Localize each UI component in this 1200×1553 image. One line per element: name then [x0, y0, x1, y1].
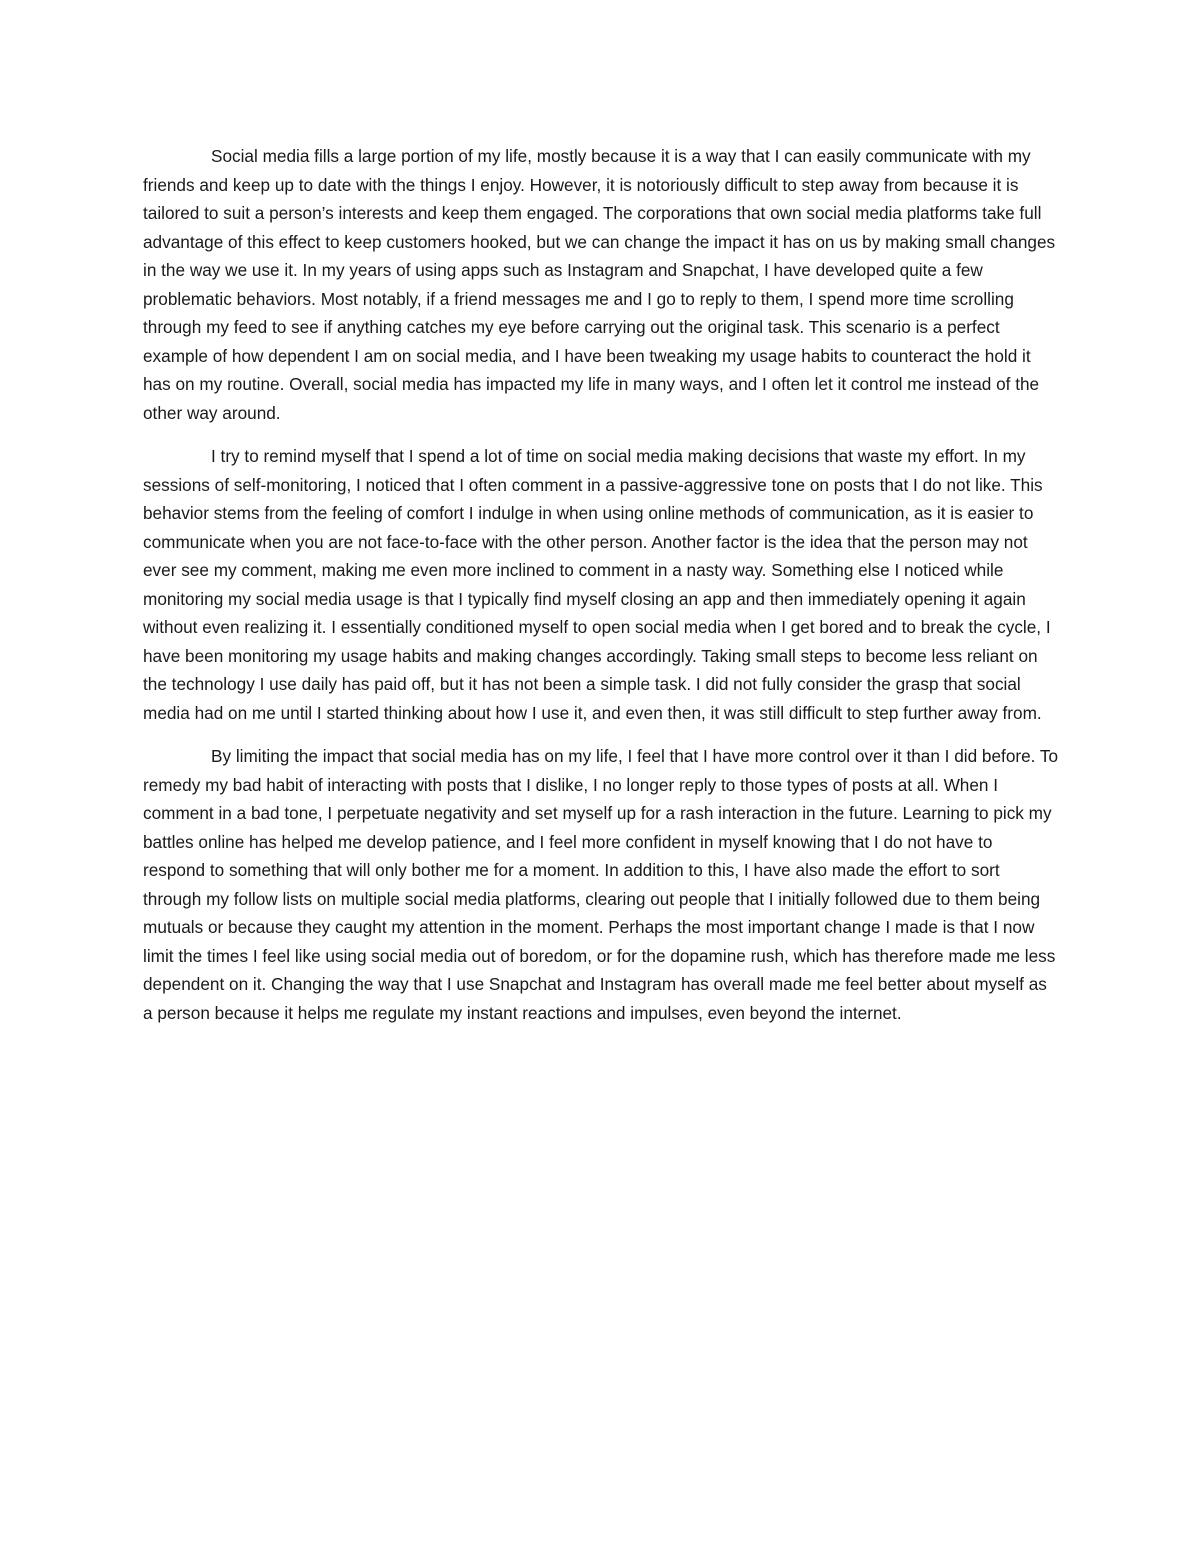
- paragraph-1: Social media fills a large portion of my life, mostly because it is a way that I can easily communicate with my friends and keep up to date with the things I enjoy. However, it is notoriously difficult to step away from because it is tailored to suit a person’s interests and keep them engaged. The corporations that own social media platforms take full advantage of this effect to keep customers hooked, but we can change the impact it has on us by making small changes in the way we use it. In my years of using apps such as Instagram and Snapchat, I have developed quite a few problematic behaviors. Most notably, if a friend messages me and I go to reply to them, I spend more time scrolling through my feed to see if anything catches my eye before carrying out the original task. This scenario is a perfect example of how dependent I am on social media, and I have been tweaking my usage habits to counteract the hold it has on my routine. Overall, social media has impacted my life in many ways, and I often let it control me instead of the other way around.: [143, 146, 1056, 423]
- paragraph-2: I try to remind myself that I spend a lot of time on social media making decisions that waste my effort. In my sessions of self-monitoring, I noticed that I often comment in a passive-aggressive tone on posts that I do not like. This behavior stems from the feeling of comfort I indulge in when using online methods of communication, as it is easier to communicate when you are not face-to-face with the other person. Another factor is the idea that the person may not ever see my comment, making me even more inclined to comment in a nasty way. Something else I noticed while monitoring my social media usage is that I typically find myself closing an app and then immediately opening it again without even realizing it. I essentially conditioned myself to open social media when I get bored and to break the cycle, I have been monitoring my usage habits and making changes accordingly. Taking small steps to become less reliant on the technology I use daily has paid off, but it has not been a simple task. I did not fully consider the grasp that social media had on me until I started thinking about how I use it, and even then, it was still difficult to step further away from.: [143, 446, 1051, 723]
- document-body: [143, 142, 1059, 1042]
- paragraph-3: By limiting the impact that social media has on my life, I feel that I have more control over it than I did before. To remedy my bad habit of interacting with posts that I dislike, I no longer reply to those types of posts at all. When I comment in a bad tone, I perpetuate negativity and set myself up for a rash interaction in the future. Learning to pick my battles online has helped me develop patience, and I feel more confident in myself knowing that I do not have to respond to something that will only bother me for a moment. In addition to this, I have also made the effort to sort through my follow lists on multiple social media platforms, clearing out people that I initially followed due to them being mutuals or because they caught my attention in the moment. Perhaps the most important change I made is that I now limit the times I feel like using social media out of boredom, or for the dopamine rush, which has therefore made me less dependent on it. Changing the way that I use Snapchat and Instagram has overall made me feel better about myself as a person because it helps me regulate my instant reactions and impulses, even beyond the internet.: [143, 746, 1059, 1023]
